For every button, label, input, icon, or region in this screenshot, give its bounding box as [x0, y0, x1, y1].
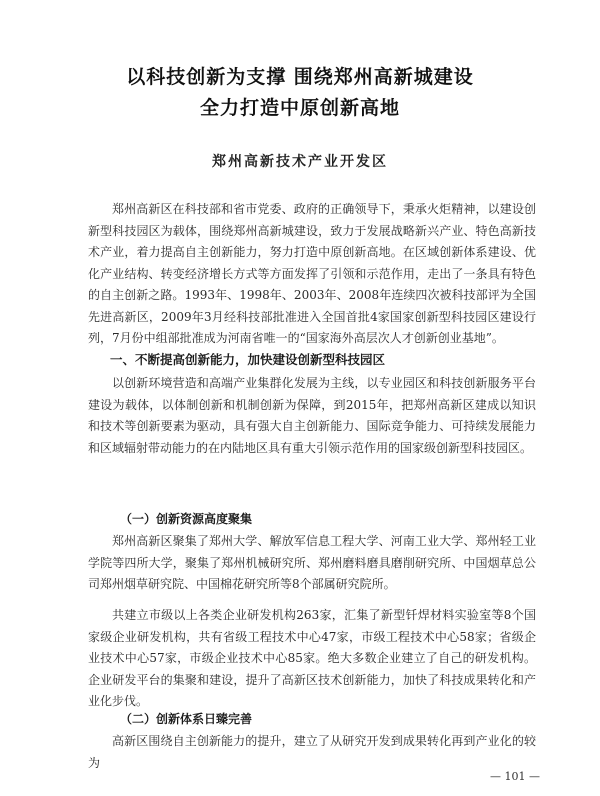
paragraph-rd-institutions: 共建立市级以上各类企业研发机构263家，汇集了新型钎焊材料实验室等8个国家级企业研发机构，共有省级工程技术中心47家，市级工程技术中心58家；省级企业技术中心57家，市级企业技术中心85家。绝大多数企业建立了自己的研发机构。企业研发平台的集聚和建设，提升了高新区技术创新能力，加快了科技成果转化和产业化步伐。 [88, 608, 536, 708]
page-number: — 101 — [490, 770, 540, 783]
subsection-heading-2: （二）创新体系日臻完善 [120, 712, 253, 726]
paragraph-universities: 郑州高新区聚集了郑州大学、解放军信息工程大学、河南工业大学、郑州轻工业学院等四所大学，聚集了郑州机械研究所、郑州磨料磨具磨削研究所、中国烟草总公司郑州烟草研究院、中国棉花研究所等8个部属研究院所。 [88, 534, 536, 591]
title-line-1: 以科技创新为支撑 围绕郑州高新城建设 [126, 66, 474, 88]
author-line: 郑州高新技术产业开发区 [212, 154, 388, 170]
section-heading-1: 一、不断提高创新能力，加快建设创新型科技园区 [110, 352, 386, 367]
paragraph-intro: 郑州高新区在科技部和省市党委、政府的正确领导下，秉承火炬精神，以建设创新型科技园区为载体，围绕郑州高新城建设，致力于发展战略新兴产业、特色高新技术产业，着力提高自主创新能力，努力打造中原创新高地。在区域创新体系建设、优化产业结构、转变经济增长方式等方面发挥了引领和示范作用，走出了一条具有特色的自主创新之路。1993年、1998年、2003年、2008年连续四次被科技部评为全国先进高新区，2009年3月经科技部批准进入全国首批4家国家创新型科技园区建设行列，7月份中组部批准成为河南省唯一的“国家海外高层次人才创新创业基地”。 [88, 202, 536, 345]
paragraph-goal: 以创新环境营造和高端产业集群化发展为主线，以专业园区和科技创新服务平台建设为载体，以体制创新和机制创新为保障，到2015年，把郑州高新区建成以知识和技术等创新要素为驱动，具有强大自主创新能力、国际竞争能力、可持续发展能力和区域辐射带动能力的在内陆地区具有重大引领示范作用的国家级创新型科技园区。 [88, 376, 536, 455]
title-line-2: 全力打造中原创新高地 [199, 97, 400, 119]
subsection-heading-1: （一）创新资源高度聚集 [120, 512, 253, 526]
paragraph-innovation-system: 高新区围绕自主创新能力的提升，建立了从研究开发到成果转化再到产业化的较为 [88, 734, 536, 770]
